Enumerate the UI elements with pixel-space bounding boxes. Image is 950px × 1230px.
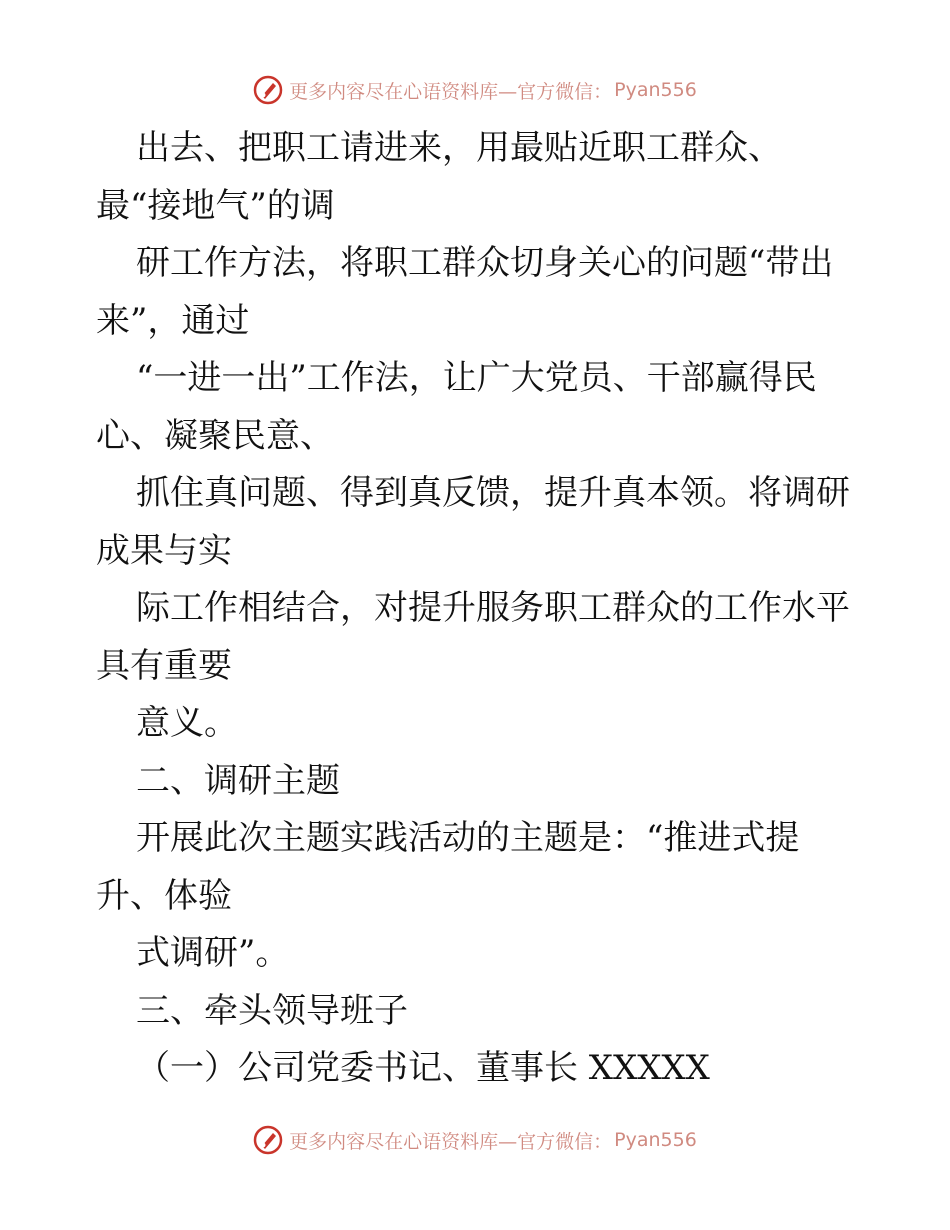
- text-line: （一）公司党委书记、董事长 XXXXX: [136, 1048, 710, 1088]
- watermark-logo-icon: [253, 1125, 283, 1155]
- text-line: 式调研”。: [136, 933, 290, 973]
- watermark-footer: [0, 1122, 950, 1158]
- section-heading: 三、牵头领导班子: [136, 990, 408, 1031]
- text-line: 来”，通过: [96, 300, 250, 341]
- watermark-text: 更多内容尽在心语资料库—官方微信：: [289, 80, 613, 103]
- text-line: 成果与实: [96, 530, 232, 571]
- text-line: 意义。: [136, 703, 238, 743]
- watermark-id: Pyan556: [614, 1129, 697, 1151]
- text-line: 开展此次主题实践活动的主题是：“推进式提: [136, 818, 800, 858]
- text-line: 际工作相结合，对提升服务职工群众的工作水平: [136, 588, 850, 628]
- text-line: 出去、把职工请进来，用最贴近职工群众、: [136, 128, 782, 168]
- text-line: 升、体验: [96, 875, 232, 916]
- section-heading: 二、调研主题: [136, 760, 340, 801]
- watermark-id: Pyan556: [614, 79, 697, 101]
- watermark-text: 更多内容尽在心语资料库—官方微信：: [289, 1130, 613, 1153]
- text-line: 研工作方法，将职工群众切身关心的问题“带出: [136, 243, 834, 283]
- text-line: 具有重要: [96, 645, 232, 686]
- watermark-logo-icon: [253, 75, 283, 105]
- text-line: 抓住真问题、得到真反馈，提升真本领。将调研: [136, 473, 850, 513]
- text-line: 最“接地气”的调: [96, 185, 335, 226]
- text-line: “一进一出”工作法，让广大党员、干部赢得民: [136, 358, 817, 398]
- document-body: [96, 120, 856, 1098]
- text-line: 心、凝聚民意、: [96, 415, 334, 456]
- watermark-header: [0, 72, 950, 108]
